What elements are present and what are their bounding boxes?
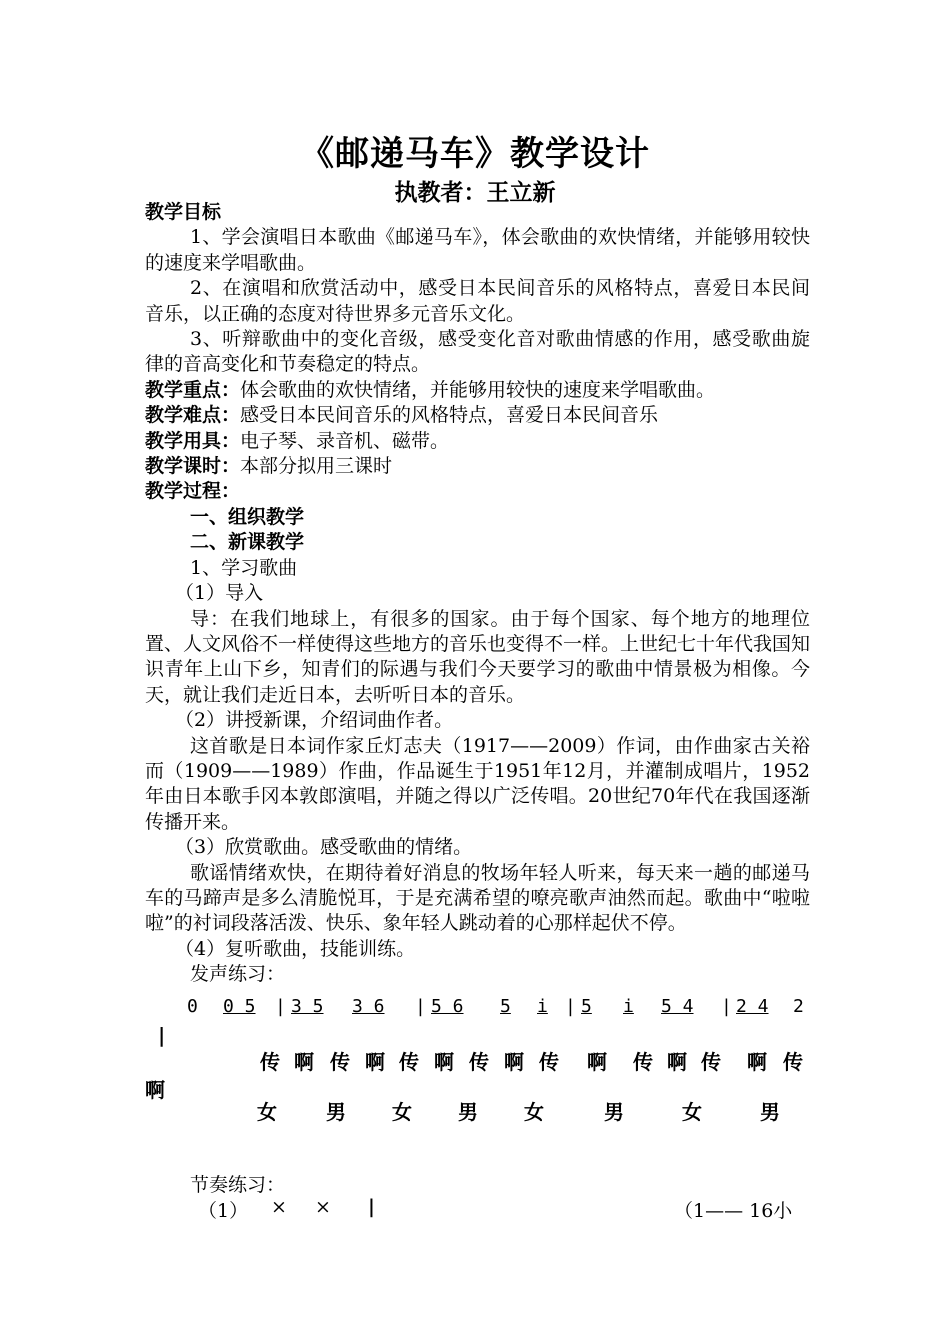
lyric-char-wrapped: 啊 bbox=[145, 1078, 165, 1102]
note: 3 6 bbox=[352, 996, 385, 1017]
voice-role: 女 bbox=[682, 1100, 702, 1124]
appreciate-heading: （3）欣赏歌曲。感受歌曲的情绪。 bbox=[175, 836, 473, 859]
bar-line: | bbox=[565, 996, 576, 1017]
lyric-char: 啊 bbox=[587, 1050, 607, 1074]
note: 0 bbox=[187, 996, 198, 1017]
document-title: 《邮递马车》教学设计 bbox=[300, 134, 650, 174]
lyric-char: 啊 bbox=[504, 1050, 524, 1074]
note: 2 bbox=[793, 996, 804, 1017]
note: 0 5 bbox=[223, 996, 256, 1017]
intro-heading: （1）导入 bbox=[175, 582, 264, 605]
bar-line: | bbox=[368, 1196, 375, 1218]
hours-line bbox=[145, 454, 810, 479]
note: 5 bbox=[500, 996, 511, 1017]
bar-line-end: | bbox=[158, 1023, 166, 1047]
voice-role: 男 bbox=[458, 1100, 478, 1124]
difficulties-label: 教学难点： bbox=[145, 404, 241, 427]
voice-roles-line bbox=[0, 1096, 950, 1124]
lyric-char: 传 bbox=[539, 1050, 559, 1074]
note: i bbox=[537, 996, 548, 1017]
note: 5 4 bbox=[661, 996, 694, 1017]
lyric-char: 传 bbox=[633, 1050, 653, 1074]
bar-line: | bbox=[721, 996, 732, 1017]
step-new-lesson: 二、新课教学 bbox=[190, 531, 305, 554]
key-points-label: 教学重点： bbox=[145, 378, 241, 401]
voice-role: 男 bbox=[760, 1100, 780, 1124]
voice-role: 女 bbox=[257, 1100, 277, 1124]
hours-text: 本部分拟用三课时 bbox=[240, 455, 393, 478]
rhythm-beat: × bbox=[315, 1196, 331, 1218]
bar-line: | bbox=[275, 996, 286, 1017]
document-body bbox=[145, 200, 810, 988]
lyric-char: 啊 bbox=[294, 1050, 314, 1074]
voice-role: 男 bbox=[326, 1100, 346, 1124]
note: i bbox=[623, 996, 634, 1017]
lyric-char: 啊 bbox=[747, 1050, 767, 1074]
note: 5 bbox=[581, 996, 592, 1017]
lyric-char: 传 bbox=[260, 1050, 280, 1074]
process-heading: 教学过程： bbox=[145, 480, 241, 503]
objective-item: 1、学会演唱日本歌曲《邮递马车》，体会歌曲的欢快情绪，并能够用较快的速度来学唱歌曲。 bbox=[145, 226, 810, 274]
difficulties-line bbox=[145, 403, 810, 428]
rhythm-practice-label: 节奏练习： bbox=[190, 1174, 286, 1196]
hours-label: 教学课时： bbox=[145, 455, 241, 478]
step-organize: 一、组织教学 bbox=[190, 505, 305, 528]
objectives-heading: 教学目标 bbox=[145, 201, 222, 223]
tools-label: 教学用具： bbox=[145, 429, 241, 452]
intro-paragraph: 导：在我们地球上，有很多的国家。由于每个国家、每个地方的地理位置、人文风俗不一样使得这些地方的音乐也变得不一样。上世纪七十年代我国知识青年上山下乡，知青们的际遇与我们今天要学习的歌曲中情景极为相像。今天，就让我们走近日本，去听听日本的音乐。 bbox=[145, 607, 811, 706]
rhythm-number: （1） bbox=[198, 1200, 249, 1222]
objective-item: 3、听辩歌曲中的变化音级，感受变化音对歌曲情感的作用，感受歌曲旋律的音高变化和节奏稳定的特点。 bbox=[145, 328, 810, 376]
rhythm-line bbox=[198, 1196, 818, 1222]
vocal-notation bbox=[187, 996, 817, 1022]
note: 2 4 bbox=[736, 996, 769, 1017]
key-points-line bbox=[145, 378, 810, 403]
lyric-char: 传 bbox=[330, 1050, 350, 1074]
author-line: 执教者：王立新 bbox=[394, 179, 556, 206]
lyric-char: 啊 bbox=[365, 1050, 385, 1074]
teach-heading: （2）讲授新课，介绍词曲作者。 bbox=[175, 709, 454, 732]
lyric-char: 传 bbox=[399, 1050, 419, 1074]
lyrics-line bbox=[0, 1046, 950, 1074]
note: 5 6 bbox=[431, 996, 464, 1017]
note: 3 5 bbox=[291, 996, 324, 1017]
key-points-text: 体会歌曲的欢快情绪，并能够用较快的速度来学唱歌曲。 bbox=[240, 378, 716, 401]
lyric-char: 啊 bbox=[667, 1050, 687, 1074]
objective-item: 2、在演唱和欣赏活动中，感受日本民间音乐的风格特点，喜爱日本民间音乐，以正确的态度对待世界多元音乐文化。 bbox=[145, 277, 810, 325]
tools-text: 电子琴、录音机、磁带。 bbox=[240, 429, 450, 452]
voice-role: 男 bbox=[604, 1100, 624, 1124]
lyric-char: 传 bbox=[469, 1050, 489, 1074]
rhythm-beat: × bbox=[271, 1196, 287, 1218]
teach-paragraph: 这首歌是日本词作家丘灯志夫（1917——2009）作词，由作曲家古关裕而（1909——1989）作曲，作品诞生于1951年12月，并灌制成唱片，1952年由日本歌手冈本敦郎演唱，并随之得以广泛传唱。20世纪70年代在我国逐渐传播开来。 bbox=[145, 734, 810, 833]
lyric-char: 传 bbox=[701, 1050, 721, 1074]
difficulties-text: 感受日本民间音乐的风格特点，喜爱日本民间音乐 bbox=[240, 404, 659, 427]
review-heading: （4）复听歌曲，技能训练。 bbox=[175, 937, 416, 960]
lyric-char: 啊 bbox=[434, 1050, 454, 1074]
voice-role: 女 bbox=[524, 1100, 544, 1124]
lyric-char: 传 bbox=[783, 1050, 803, 1074]
learn-song-heading: 1、学习歌曲 bbox=[190, 556, 298, 579]
voice-role: 女 bbox=[392, 1100, 412, 1124]
appreciate-paragraph: 歌谣情绪欢快，在期待着好消息的牧场年轻人听来，每天来一趟的邮递马车的马蹄声是多么清脆悦耳，于是充满希望的嘹亮歌声油然而起。歌曲中“啦啦啦”的衬词段落活泼、快乐、象年轻人跳动着的心那样起伏不停。 bbox=[145, 861, 810, 935]
bar-line: | bbox=[415, 996, 426, 1017]
tools-line bbox=[145, 429, 810, 454]
rhythm-note: （1—— 16小 bbox=[674, 1200, 793, 1222]
vocal-practice-label: 发声练习： bbox=[190, 963, 286, 986]
